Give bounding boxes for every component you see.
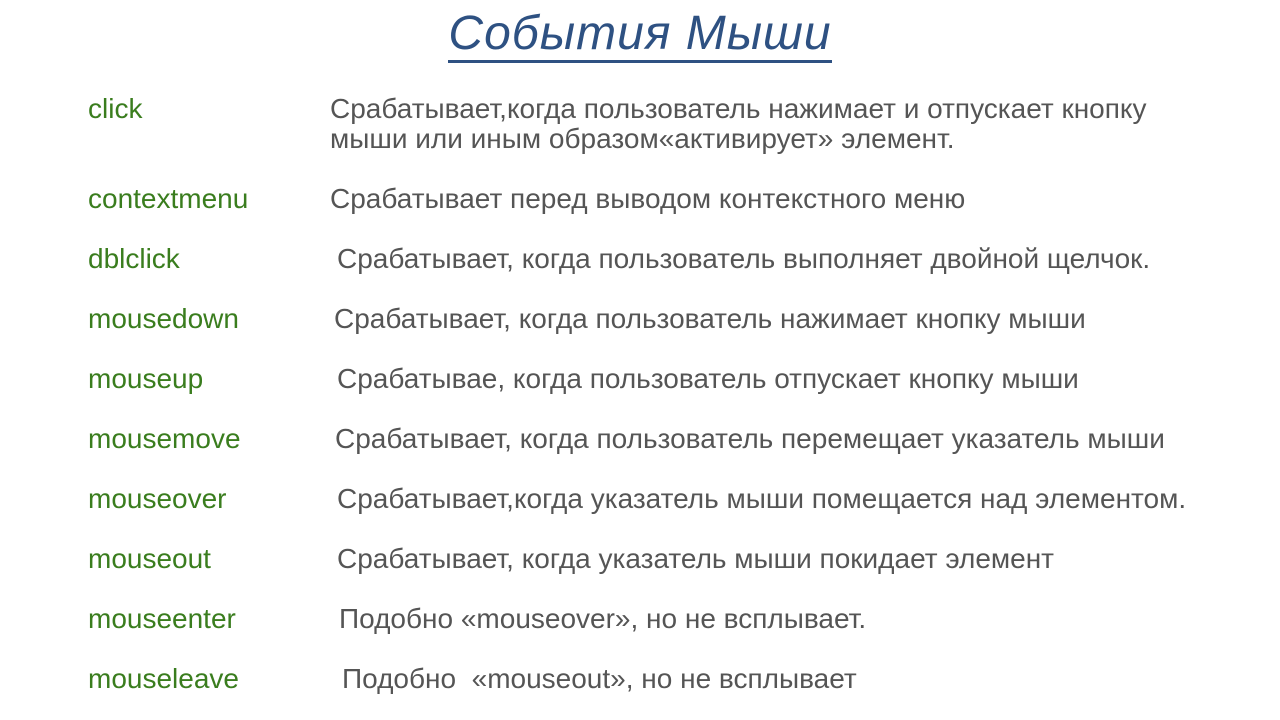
event-name: mouseout xyxy=(88,543,211,574)
event-name: contextmenu xyxy=(88,183,249,214)
slide-title-text: События Мыши xyxy=(448,8,831,63)
event-description: Срабатывает, когда пользователь перемещает указатель мыши xyxy=(335,423,1165,454)
event-description: Срабатывае, когда пользователь отпускает кнопку мыши xyxy=(337,363,1079,394)
event-name: mouseup xyxy=(88,363,204,394)
event-description: Срабатывает, когда пользователь нажимает кнопку мыши xyxy=(334,303,1086,334)
event-name: mouseenter xyxy=(88,603,236,634)
event-description: Срабатывает перед выводом контекстного меню xyxy=(330,183,966,214)
event-description: Срабатывает,когда пользователь нажимает и отпускает кнопку мыши или иным образом«активирует» элемент. xyxy=(330,93,1147,154)
event-name: dblclick xyxy=(88,243,180,274)
slide-title xyxy=(0,6,1280,63)
event-description: Срабатывает, когда пользователь выполняет двойной щелчок. xyxy=(337,243,1151,274)
event-name: mouseover xyxy=(88,483,227,514)
event-name: mouseleave xyxy=(88,663,239,694)
event-name: mousemove xyxy=(88,423,241,454)
event-description: Подобно «mouseover», но не всплывает. xyxy=(339,603,867,634)
event-name: mousedown xyxy=(88,303,239,334)
event-description: Срабатывает,когда указатель мыши помещается над элементом. xyxy=(337,483,1187,514)
event-name: click xyxy=(88,93,143,124)
event-description: Срабатывает, когда указатель мыши покидает элемент xyxy=(337,543,1055,574)
event-description: Подобно «mouseout», но не всплывает xyxy=(342,663,857,694)
